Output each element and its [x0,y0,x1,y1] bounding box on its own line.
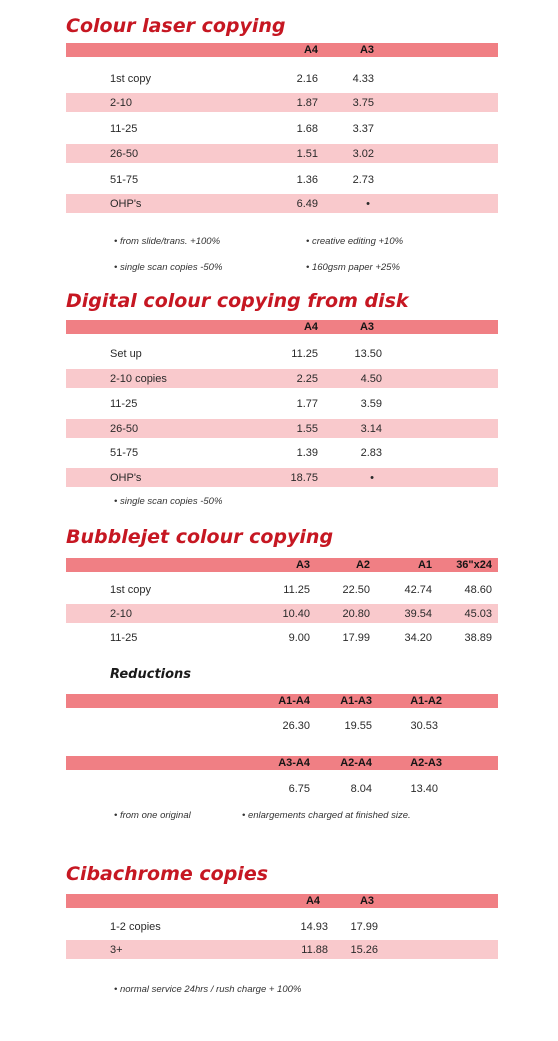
row-value-a4: 2.25 [296,372,318,385]
table-row [66,170,498,189]
row-label: 51-75 [110,173,139,186]
row-value-a2: 17.99 [342,631,370,644]
row-value-a3: 3.59 [360,397,382,410]
note: • single scan copies -50% [114,262,223,273]
table-row [66,940,498,959]
row-value-a1: 42.74 [404,583,432,596]
reduction-value-a1-a4: 26.30 [282,719,310,732]
reduction-col-a1-a4: A1-A4 [278,695,310,707]
cibachrome-header-row [66,894,498,908]
reduction-col-a1-a3: A1-A3 [340,695,372,707]
reduction-value-a3-a4: 6.75 [288,782,310,795]
row-value-a3: 3.14 [360,422,382,435]
note: • from slide/trans. +100% [114,236,221,247]
row-label: OHP's [110,471,142,484]
row-value-36x24: 45.03 [464,607,492,620]
row-value-a2: 20.80 [342,607,370,620]
row-value-a4: 1.55 [296,422,318,435]
row-label: 2-10 [110,96,133,109]
row-label: 26-50 [110,147,139,160]
laser-col-a4: A4 [303,44,318,56]
row-label: 26-50 [110,422,139,435]
bubblejet-col-a3: A3 [295,559,310,571]
table-row [66,917,498,936]
row-label: Set up [110,347,142,360]
row-value-a3: • [366,197,370,210]
table-row [66,119,498,138]
row-value-a3: 9.00 [288,631,310,644]
row-value-a2: 22.50 [342,583,370,596]
row-value-a3: • [370,471,374,484]
reductions-header-row-1 [66,694,498,708]
row-value-a4: 1.77 [296,397,318,410]
disk-col-a4: A4 [303,321,318,333]
laser-col-a3: A3 [359,44,374,56]
row-value-a3: 4.50 [360,372,382,385]
reductions-header-row-2 [66,756,498,770]
section-title-cibachrome: Cibachrome copies [66,863,269,885]
table-row [66,716,498,735]
row-value-36x24: 48.60 [464,583,492,596]
row-value-a4: 1.68 [296,122,318,135]
row-value-36x24: 38.89 [464,631,492,644]
row-label: OHP's [110,197,142,210]
table-row [66,144,498,163]
row-label: 1st copy [110,72,151,85]
row-label: 2-10 [110,607,133,620]
row-value-a3: 10.40 [282,607,310,620]
row-value-a3: 3.02 [352,147,374,160]
note: • normal service 24hrs / rush charge + 100% [114,984,302,995]
row-value-a4: 1.39 [296,446,318,459]
table-row [66,69,498,88]
row-value-a4: 11.25 [291,347,318,360]
reduction-col-a1-a2: A1-A2 [410,695,442,707]
reduction-value-a2-a4: 8.04 [350,782,372,795]
reduction-value-a1-a2: 30.53 [410,719,438,732]
reductions-title: Reductions [110,667,192,682]
note: • creative editing +10% [306,236,404,247]
disk-col-a3: A3 [359,321,374,333]
note: • enlargements charged at finished size. [242,810,411,821]
row-value-a3: 2.73 [352,173,374,186]
reduction-value-a2-a3: 13.40 [410,782,438,795]
table-row [66,580,498,599]
bubblejet-col-a1: A1 [417,559,432,571]
table-row [66,194,498,213]
table-row [66,369,498,388]
row-label: 11-25 [110,631,138,644]
row-value-a4: 1.87 [296,96,318,109]
row-value-a3: 15.26 [350,943,378,956]
row-value-a4: 2.16 [296,72,318,85]
row-label: 11-25 [110,397,138,410]
section-title-bubblejet: Bubblejet colour copying [66,526,334,548]
table-row [66,468,498,487]
row-value-a3: 3.75 [352,96,374,109]
cibachrome-col-a4: A4 [305,895,320,907]
reduction-col-a2-a3: A2-A3 [410,757,442,769]
table-row [66,93,498,112]
row-value-a4: 6.49 [296,197,318,210]
row-value-a3: 13.50 [354,347,382,360]
table-row [66,443,498,462]
row-label: 3+ [110,943,123,956]
row-value-a3: 3.37 [352,122,374,135]
table-row [66,419,498,438]
table-row [66,628,498,647]
row-label: 51-75 [110,446,139,459]
reduction-col-a2-a4: A2-A4 [340,757,372,769]
row-label: 11-25 [110,122,138,135]
laser-header-row [66,43,498,57]
note: • from one original [114,810,191,821]
note: • 160gsm paper +25% [306,262,400,273]
bubblejet-header-row [66,558,498,572]
row-value-a3: 11.25 [283,583,310,596]
bubblejet-col-a2: A2 [355,559,370,571]
section-title-disk: Digital colour copying from disk [66,290,409,312]
row-value-a4: 1.51 [296,147,318,160]
note: • single scan copies -50% [114,496,223,507]
row-value-a1: 39.54 [404,607,432,620]
row-value-a3: 2.83 [360,446,382,459]
section-title-laser: Colour laser copying [66,15,286,37]
disk-header-row [66,320,498,334]
row-value-a4: 11.88 [301,943,328,956]
table-row [66,779,498,798]
row-label: 1st copy [110,583,151,596]
reduction-col-a3-a4: A3-A4 [278,757,310,769]
row-value-a1: 34.20 [404,631,432,644]
row-value-a3: 17.99 [350,920,378,933]
row-value-a4: 14.93 [300,920,328,933]
row-label: 2-10 copies [110,372,167,385]
table-row [66,344,498,363]
table-row [66,394,498,413]
row-value-a4: 18.75 [290,471,318,484]
row-label: 1-2 copies [110,920,161,933]
bubblejet-col-36x24: 36"x24 [456,559,492,571]
cibachrome-col-a3: A3 [359,895,374,907]
table-row [66,604,498,623]
row-value-a4: 1.36 [296,173,318,186]
reduction-value-a1-a3: 19.55 [344,719,372,732]
row-value-a3: 4.33 [352,72,374,85]
